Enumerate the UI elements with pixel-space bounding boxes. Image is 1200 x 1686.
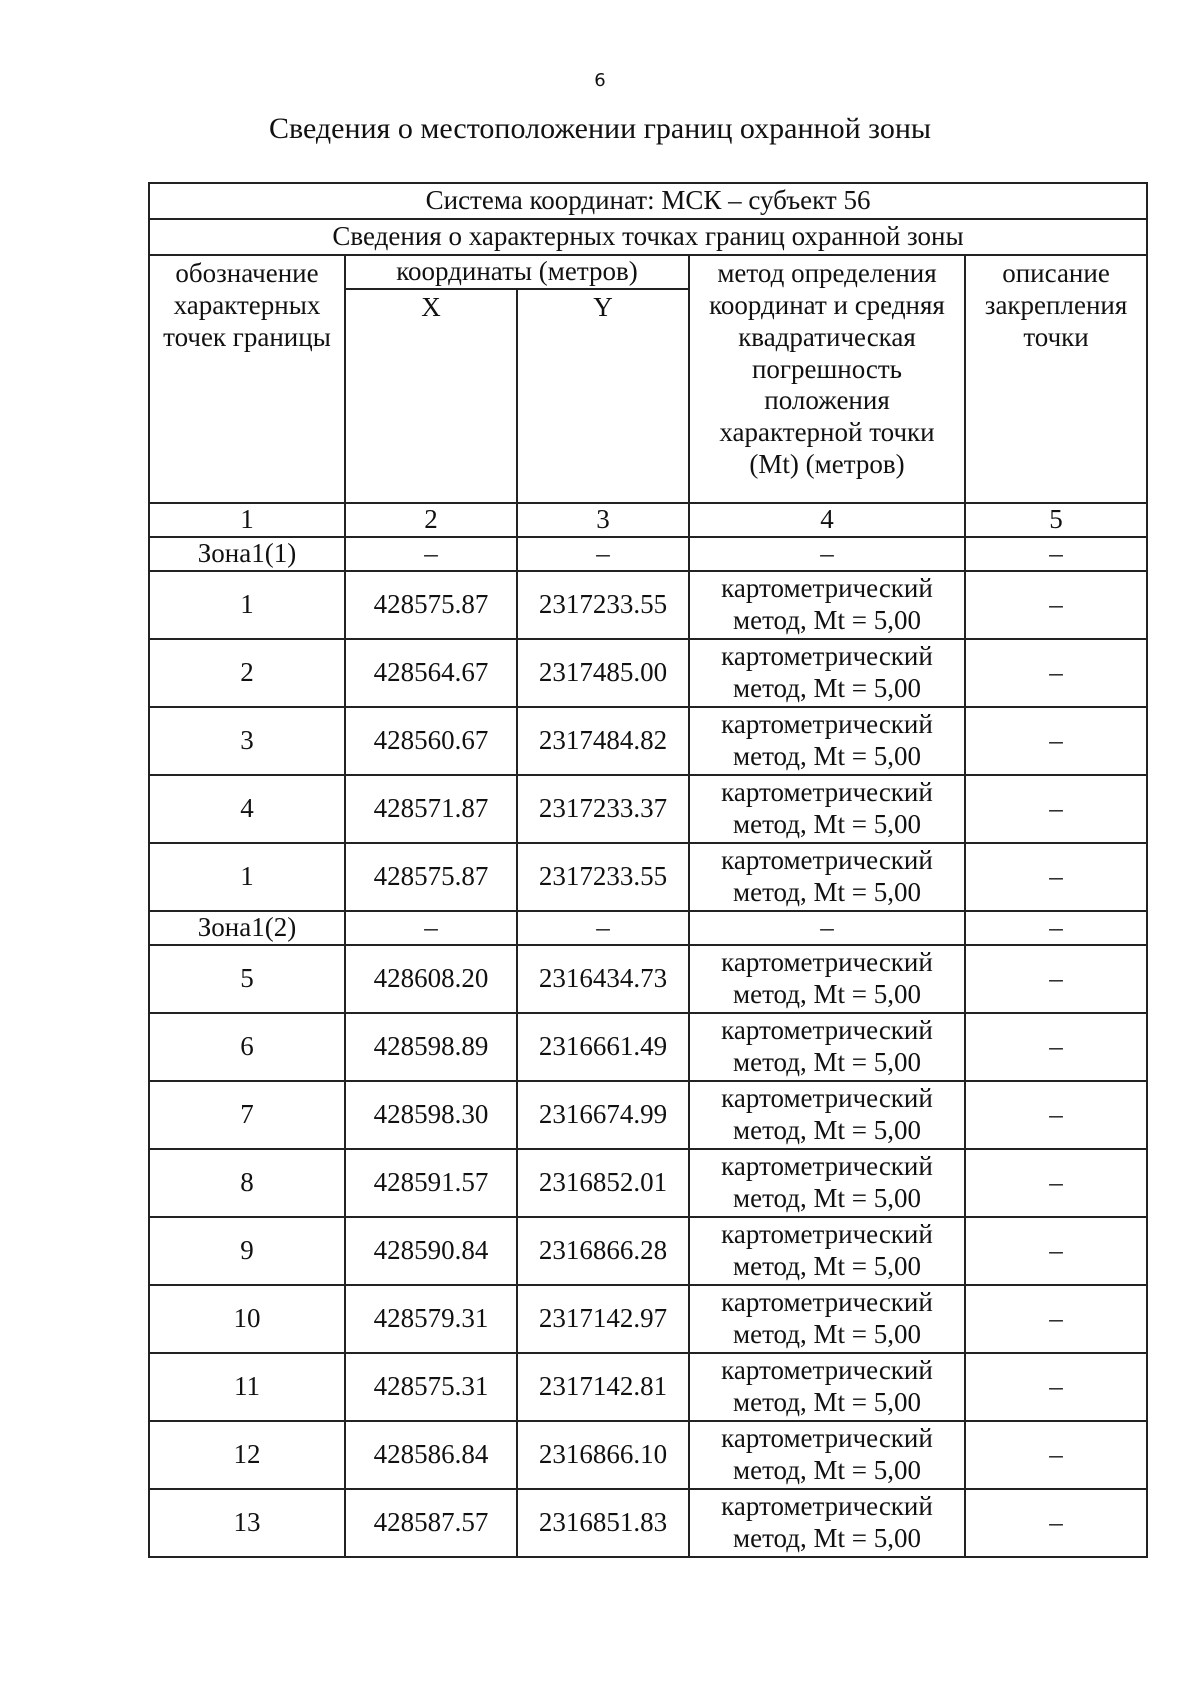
method-value <box>689 1217 965 1285</box>
point-label: 3 <box>149 707 345 775</box>
point-label: 9 <box>149 1217 345 1285</box>
description-value: – <box>965 1421 1147 1489</box>
description-value: – <box>965 1217 1147 1285</box>
y-value: 2316866.28 <box>517 1217 689 1285</box>
description-value: – <box>965 537 1147 571</box>
point-label: 8 <box>149 1149 345 1217</box>
method-line-1: картометрический <box>721 573 933 604</box>
column-number: 3 <box>517 503 689 537</box>
description-value: – <box>965 571 1147 639</box>
zone-label: Зона1(1) <box>149 537 345 571</box>
coordinate-system-row <box>149 183 1147 219</box>
description-value: – <box>965 1081 1147 1149</box>
method-line-1: картометрический <box>721 777 933 808</box>
point-row <box>149 1217 1147 1285</box>
point-row <box>149 843 1147 911</box>
y-value: 2317233.55 <box>517 843 689 911</box>
method-value <box>689 1081 965 1149</box>
method-value <box>689 707 965 775</box>
y-value: 2317233.37 <box>517 775 689 843</box>
column-number: 1 <box>149 503 345 537</box>
method-value <box>689 1149 965 1217</box>
point-label: 2 <box>149 639 345 707</box>
method-line-2: метод, Mt = 5,00 <box>733 979 921 1009</box>
method-line-1: картометрический <box>721 845 933 876</box>
point-row <box>149 1149 1147 1217</box>
point-row <box>149 1285 1147 1353</box>
method-line-1: картометрический <box>721 641 933 672</box>
y-value: 2316674.99 <box>517 1081 689 1149</box>
document-title: Сведения о местоположении границ охранной зоны <box>268 112 932 145</box>
point-row <box>149 775 1147 843</box>
method-line-1: картометрический <box>721 1015 933 1046</box>
header-x: X <box>345 289 517 503</box>
method-line-2: метод, Mt = 5,00 <box>733 1183 921 1213</box>
method-line-2: метод, Mt = 5,00 <box>733 1251 921 1281</box>
method-value <box>689 775 965 843</box>
x-value: – <box>345 537 517 571</box>
description-value: – <box>965 1149 1147 1217</box>
description-value: – <box>965 843 1147 911</box>
y-value: – <box>517 537 689 571</box>
method-line-1: картометрический <box>721 1423 933 1454</box>
method-line-2: метод, Mt = 5,00 <box>733 1455 921 1485</box>
header-method: метод определения координат и средняя квадратическая погрешность положения характерной точки (Mt) (метров) <box>689 255 965 503</box>
method-value <box>689 1013 965 1081</box>
description-value: – <box>965 775 1147 843</box>
point-label: 1 <box>149 571 345 639</box>
method-value <box>689 1421 965 1489</box>
y-value: 2317484.82 <box>517 707 689 775</box>
description-value: – <box>965 1353 1147 1421</box>
header-row <box>149 255 1147 289</box>
x-value: 428564.67 <box>345 639 517 707</box>
x-value: – <box>345 911 517 945</box>
zone-row <box>149 537 1147 571</box>
description-value: – <box>965 1013 1147 1081</box>
method-value <box>689 945 965 1013</box>
method-value <box>689 843 965 911</box>
point-row <box>149 707 1147 775</box>
method-line-1: картометрический <box>721 1083 933 1114</box>
method-value: – <box>689 537 965 571</box>
zone-label: Зона1(2) <box>149 911 345 945</box>
description-value: – <box>965 707 1147 775</box>
point-label: 1 <box>149 843 345 911</box>
y-value: 2317142.81 <box>517 1353 689 1421</box>
method-line-2: метод, Mt = 5,00 <box>733 1523 921 1553</box>
point-label: 5 <box>149 945 345 1013</box>
description-value: – <box>965 945 1147 1013</box>
method-value <box>689 1353 965 1421</box>
method-line-1: картометрический <box>721 709 933 740</box>
method-line-2: метод, Mt = 5,00 <box>733 1319 921 1349</box>
x-value: 428598.30 <box>345 1081 517 1149</box>
method-value: – <box>689 911 965 945</box>
method-line-2: метод, Mt = 5,00 <box>733 673 921 703</box>
point-row <box>149 639 1147 707</box>
y-value: 2316434.73 <box>517 945 689 1013</box>
method-line-1: картометрический <box>721 947 933 978</box>
x-value: 428598.89 <box>345 1013 517 1081</box>
point-label: 7 <box>149 1081 345 1149</box>
method-line-2: метод, Mt = 5,00 <box>733 809 921 839</box>
point-row <box>149 571 1147 639</box>
point-label: 11 <box>149 1353 345 1421</box>
y-value: 2316852.01 <box>517 1149 689 1217</box>
points-info-row <box>149 219 1147 255</box>
header-y: Y <box>517 289 689 503</box>
method-line-2: метод, Mt = 5,00 <box>733 1047 921 1077</box>
point-label: 12 <box>149 1421 345 1489</box>
y-value: 2317233.55 <box>517 571 689 639</box>
x-value: 428571.87 <box>345 775 517 843</box>
x-value: 428579.31 <box>345 1285 517 1353</box>
method-line-2: метод, Mt = 5,00 <box>733 877 921 907</box>
method-line-2: метод, Mt = 5,00 <box>733 1387 921 1417</box>
x-value: 428586.84 <box>345 1421 517 1489</box>
x-value: 428590.84 <box>345 1217 517 1285</box>
y-value: 2316866.10 <box>517 1421 689 1489</box>
x-value: 428608.20 <box>345 945 517 1013</box>
description-value: – <box>965 911 1147 945</box>
point-row <box>149 1421 1147 1489</box>
header-coordinates: координаты (метров) <box>345 255 689 289</box>
method-line-1: картометрический <box>721 1287 933 1318</box>
y-value: – <box>517 911 689 945</box>
header-designation: обозначение характерных точек границы <box>149 255 345 503</box>
page-number: 6 <box>594 70 606 91</box>
description-value: – <box>965 639 1147 707</box>
y-value: 2317485.00 <box>517 639 689 707</box>
method-line-1: картометрический <box>721 1491 933 1522</box>
method-line-1: картометрический <box>721 1355 933 1386</box>
point-row <box>149 1353 1147 1421</box>
point-row <box>149 1013 1147 1081</box>
method-line-2: метод, Mt = 5,00 <box>733 741 921 771</box>
point-row <box>149 1081 1147 1149</box>
method-value <box>689 639 965 707</box>
x-value: 428575.87 <box>345 843 517 911</box>
point-row <box>149 945 1147 1013</box>
coordinates-table <box>148 182 1148 1558</box>
y-value: 2317142.97 <box>517 1285 689 1353</box>
method-line-2: метод, Mt = 5,00 <box>733 605 921 635</box>
zone-row <box>149 911 1147 945</box>
method-value <box>689 1285 965 1353</box>
method-line-2: метод, Mt = 5,00 <box>733 1115 921 1145</box>
point-label: 13 <box>149 1489 345 1557</box>
method-value <box>689 571 965 639</box>
method-line-1: картометрический <box>721 1219 933 1250</box>
x-value: 428575.87 <box>345 571 517 639</box>
point-row <box>149 1489 1147 1557</box>
coordinate-system-cell: Система координат: МСК – субъект 56 <box>149 183 1147 219</box>
column-numbers-row <box>149 503 1147 537</box>
y-value: 2316851.83 <box>517 1489 689 1557</box>
header-description: описание закрепления точки <box>965 255 1147 503</box>
point-label: 4 <box>149 775 345 843</box>
column-number: 5 <box>965 503 1147 537</box>
method-value <box>689 1489 965 1557</box>
point-label: 6 <box>149 1013 345 1081</box>
method-line-1: картометрический <box>721 1151 933 1182</box>
description-value: – <box>965 1489 1147 1557</box>
x-value: 428560.67 <box>345 707 517 775</box>
points-info-cell: Сведения о характерных точках границ охранной зоны <box>149 219 1147 255</box>
point-label: 10 <box>149 1285 345 1353</box>
column-number: 4 <box>689 503 965 537</box>
x-value: 428591.57 <box>345 1149 517 1217</box>
column-number: 2 <box>345 503 517 537</box>
x-value: 428575.31 <box>345 1353 517 1421</box>
x-value: 428587.57 <box>345 1489 517 1557</box>
y-value: 2316661.49 <box>517 1013 689 1081</box>
description-value: – <box>965 1285 1147 1353</box>
